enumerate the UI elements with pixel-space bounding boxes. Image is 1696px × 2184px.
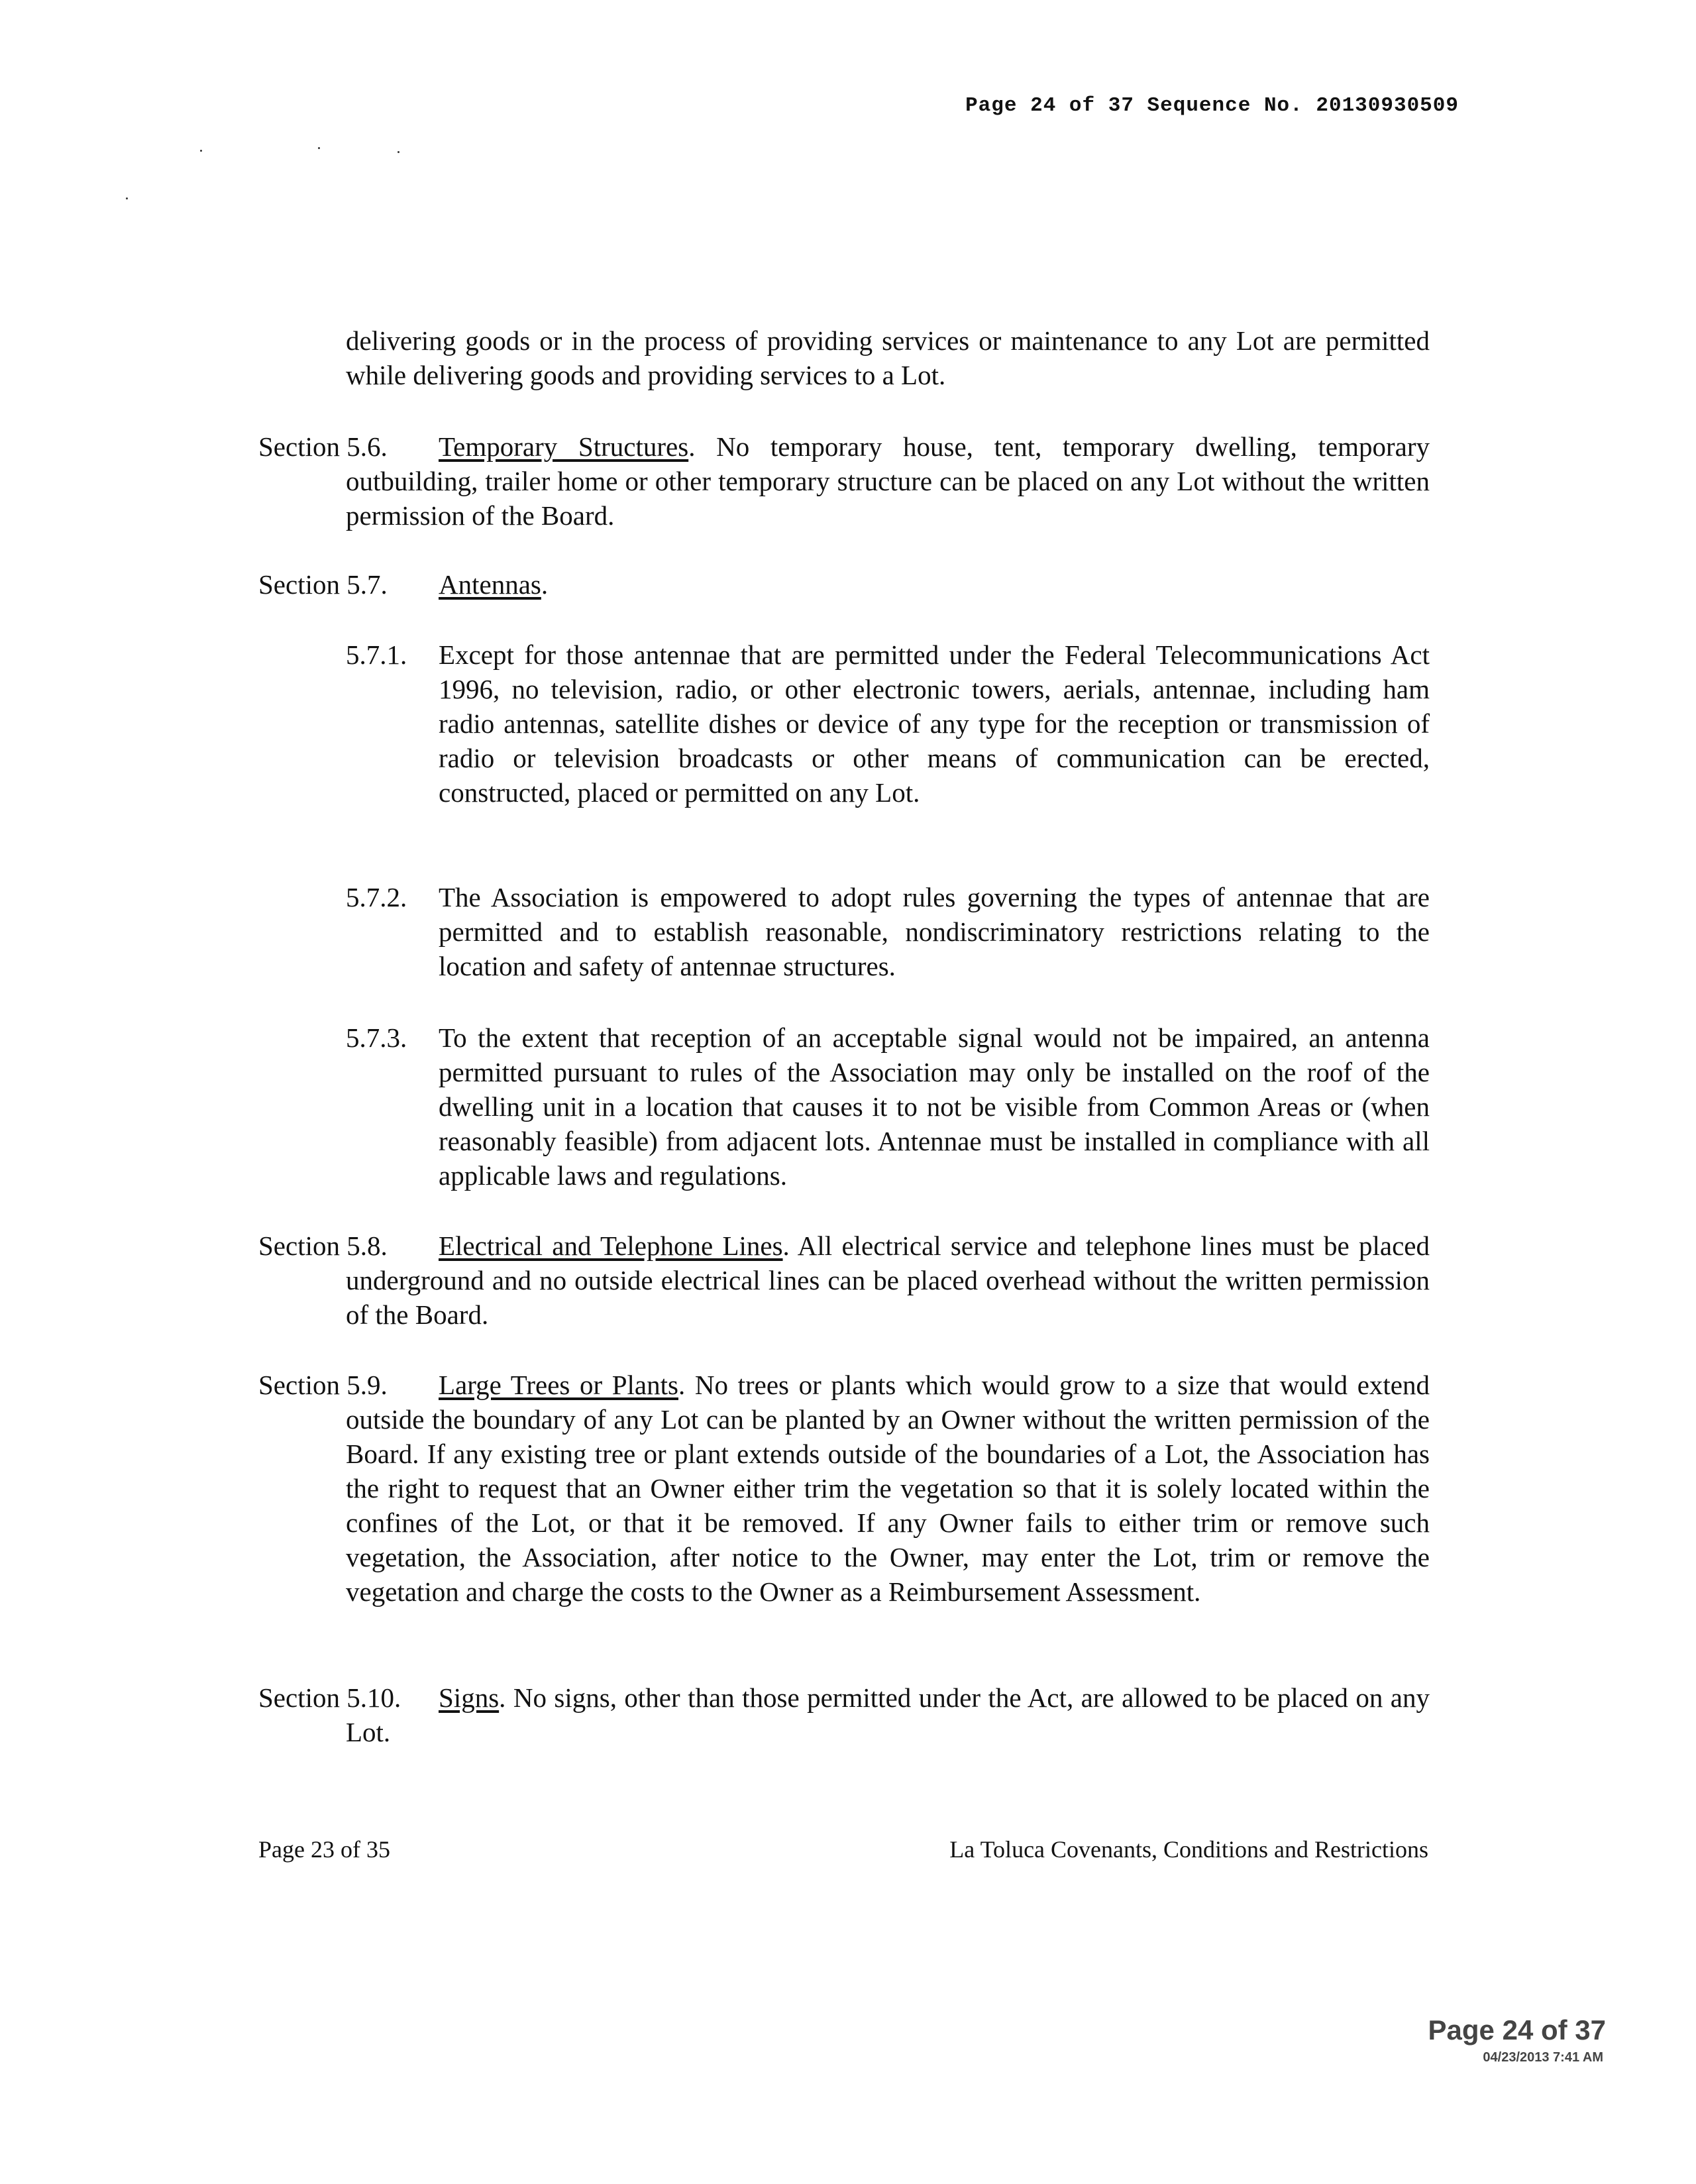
footer-document-title: La Toluca Covenants, Conditions and Restrictions xyxy=(949,1836,1428,1863)
section-5-6-text: No temporary house, tent, temporary dwelling, temporary outbuilding, trailer home or other temporary structure can be placed on any Lot without the written permission of the Board. xyxy=(346,431,1430,531)
section-5-7-number: Section 5.7. xyxy=(258,569,388,600)
section-5-10-text: No signs, other than those permitted under the Act, are allowed to be placed on any Lot. xyxy=(346,1682,1430,1747)
section-5-8-text: All electrical service and telephone lines must be placed underground and no outside electrical lines can be placed overhead without the written permission of the Board. xyxy=(346,1230,1430,1330)
subsection-5-7-1-text: Except for those antennae that are permitted under the Federal Telecommunications Act 1996, no television, radio, or other electronic towers, aerials, antennae, including ham radio antennas, satellite dishes or device of any type for the reception or transmission of radio or television broadcasts or other means of communication can be erected, constructed, placed or permitted on any Lot. xyxy=(439,639,1430,808)
section-5-6-body xyxy=(346,429,1430,533)
section-5-9-body xyxy=(346,1368,1430,1609)
section-5-10-number: Section 5.10. xyxy=(258,1682,401,1713)
scan-speck xyxy=(398,151,399,153)
section-5-10-body xyxy=(346,1680,1430,1749)
section-5-8-title: Electrical and Telephone Lines xyxy=(439,1230,783,1261)
continuation-paragraph xyxy=(346,323,1430,392)
section-5-6-number: Section 5.6. xyxy=(258,431,388,462)
section-5-8-number: Section 5.8. xyxy=(258,1230,388,1261)
title-period: . xyxy=(688,431,717,462)
section-5-7-title: Antennas xyxy=(439,569,541,600)
scan-speck xyxy=(126,197,128,199)
section-5-9-title: Large Trees or Plants xyxy=(439,1370,678,1400)
subsection-5-7-2-number: 5.7.2. xyxy=(346,882,407,912)
section-5-8-body xyxy=(346,1228,1430,1332)
title-period: . xyxy=(782,1230,798,1261)
section-5-9-number: Section 5.9. xyxy=(258,1370,388,1400)
recorder-date-stamp: 04/23/2013 7:41 AM xyxy=(1483,2050,1603,2065)
scan-speck xyxy=(318,147,320,149)
section-5-9-text: No trees or plants which would grow to a size that would extend outside the boundary of any Lot can be planted by an Owner without the written permission of the Board. If any existing tree or plant extends outside of the boundaries of a Lot, the Association has the right to request that an Owner either trim the vegetation so that it is solely located within the confines of the Lot, or that it be removed. If any Owner fails to either trim or remove such vegetation, the Association, after notice to the Owner, may enter the Lot, trim or remove the vegetation and charge the costs to the Owner as a Reimbursement Assessment. xyxy=(346,1370,1430,1607)
title-period: . xyxy=(499,1682,513,1713)
title-period: . xyxy=(678,1370,695,1400)
title-period: . xyxy=(541,569,549,600)
recorder-page-stamp: Page 24 of 37 xyxy=(1428,2014,1606,2046)
subsection-5-7-2-text: The Association is empowered to adopt rules governing the types of antennae that are permitted and to establish reasonable, nondiscriminatory restrictions relating to the location and safety of antennae structures. xyxy=(439,882,1430,981)
scan-speck xyxy=(200,150,202,152)
section-5-6-title: Temporary Structures xyxy=(439,431,689,462)
continuation-text: delivering goods or in the process of providing services or maintenance to any Lot are permitted while delivering goods and providing services to a Lot. xyxy=(346,325,1430,390)
section-5-7-heading xyxy=(439,567,548,602)
footer-page-label: Page 23 of 35 xyxy=(258,1836,390,1863)
subsection-5-7-3-text: To the extent that reception of an acceptable signal would not be impaired, an antenna permitted pursuant to rules of the Association may only be installed on the roof of the dwelling unit in a location that causes it to not be visible from Common Areas or (when reasonably feasible) from adjacent lots. Antennae must be installed in compliance with all applicable laws and regulations. xyxy=(439,1022,1430,1191)
section-5-10-title: Signs xyxy=(439,1682,500,1713)
subsection-5-7-1-number: 5.7.1. xyxy=(346,639,407,670)
sequence-header: Page 24 of 37 Sequence No. 20130930509 xyxy=(965,94,1459,117)
subsection-5-7-3-number: 5.7.3. xyxy=(346,1022,407,1053)
